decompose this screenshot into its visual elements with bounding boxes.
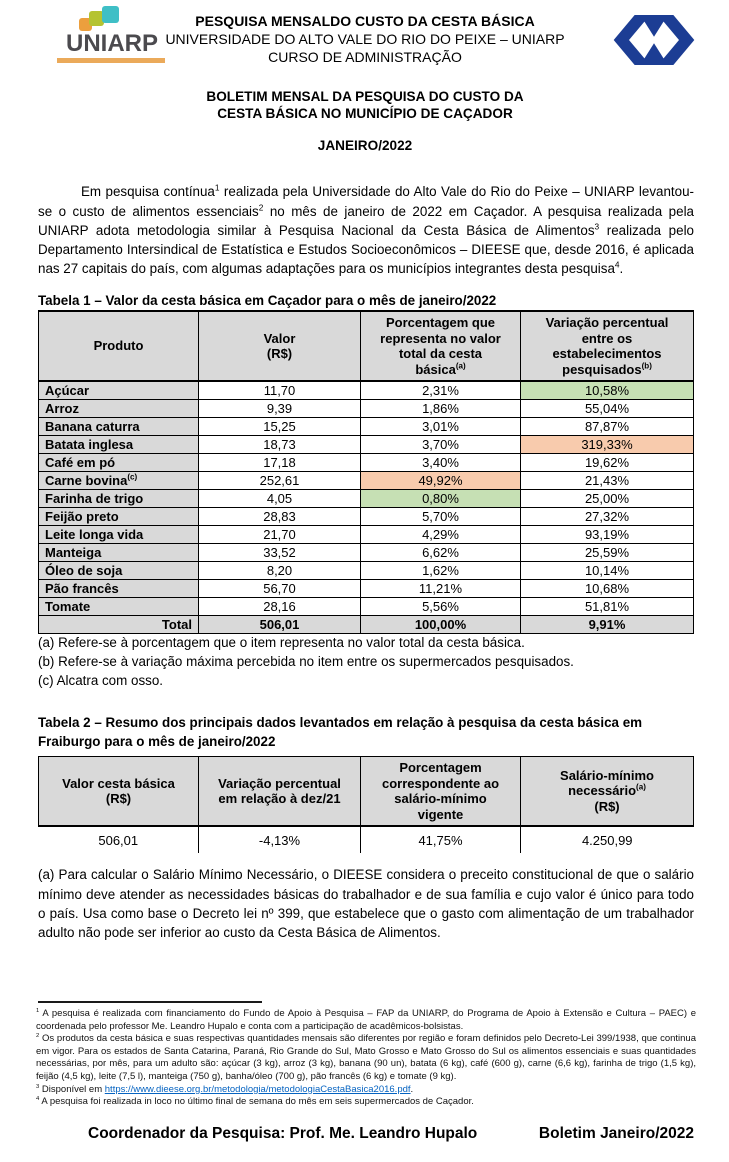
cell-variacao: 319,33% [521, 436, 694, 454]
table-row [39, 381, 694, 400]
cell-value: 506,01 [98, 832, 139, 848]
footnotes [36, 1008, 696, 1109]
cell-variacao: 87,87% [521, 418, 694, 436]
cell-porcentagem: 1,62% [361, 562, 521, 580]
cell-porcentagem: 3,70% [361, 436, 521, 454]
cell-total-valor: 506,01 [199, 616, 361, 634]
cell-produto: Batata inglesa [39, 436, 199, 454]
diamond-logo-icon [607, 15, 701, 65]
table-row [39, 472, 694, 490]
table-row [39, 598, 694, 616]
cell-variacao: 25,59% [521, 544, 694, 562]
cell-variacao: 10,58% [521, 381, 694, 400]
cell-valor: 17,18 [199, 454, 361, 472]
table-row [39, 580, 694, 598]
cell-porcentagem: 5,70% [361, 508, 521, 526]
cell-variacao: 21,43% [521, 472, 694, 490]
cell-variacao: 27,32% [521, 508, 694, 526]
page-footer [38, 1125, 694, 1143]
note-line: (a) Refere-se à porcentagem que o item representa no valor total da cesta básica. [38, 635, 525, 650]
cell-produto: Feijão preto [39, 508, 199, 526]
cell-porcentagem: 2,31% [361, 381, 521, 400]
cell-produto: Leite longa vida [39, 526, 199, 544]
table2 [38, 756, 694, 853]
cell-porcentagem: 3,40% [361, 454, 521, 472]
note-line: (b) Refere-se à variação máxima percebida no item entre os supermercados pesquisados. [38, 654, 574, 670]
header-course: CURSO DE ADMINISTRAÇÃO [268, 49, 462, 65]
cell-porcentagem: 11,21% [361, 580, 521, 598]
cell-produto: Banana caturra [39, 418, 199, 436]
bulletin-title-line1: BOLETIM MENSAL DA PESQUISA DO CUSTO DA [206, 89, 524, 104]
table1-header-row [39, 311, 694, 381]
cell-produto: Pão francês [39, 580, 199, 598]
cell-produto: Farinha de trigo [39, 490, 199, 508]
cell-produto: Carne bovina$^{(c)}$ [39, 472, 199, 490]
table-row [39, 562, 694, 580]
cell-porcentagem: 6,62% [361, 544, 521, 562]
uniarp-wordmark: UNIARP [65, 30, 158, 57]
table-row [39, 454, 694, 472]
cell-valor: 28,16 [199, 598, 361, 616]
cell-produto: Tomate [39, 598, 199, 616]
column-header: Produto [39, 311, 199, 381]
cell-valor: 18,73 [199, 436, 361, 454]
column-header: Porcentagem que representa no valor total da cesta básica$^{(a)}$ [361, 311, 521, 381]
cell-porcentagem: 3,01% [361, 418, 521, 436]
column-header: Variação percentual em relação à dez/21 [199, 757, 361, 827]
bulletin-period: JANEIRO/2022 [317, 138, 413, 153]
cell-total-label: Total [39, 616, 199, 634]
footnote-line: $^3$ Disponível em https://www.dieese.org.br/metodologia/metodologiaCestaBasica2016.pdf. [36, 1083, 414, 1095]
table-row [39, 436, 694, 454]
table-row [39, 544, 694, 562]
cell-porcentagem: 1,86% [361, 400, 521, 418]
cell-total-variacao: 9,91% [521, 616, 694, 634]
table-total-row [39, 616, 694, 634]
footnote-line: $^4$ A pesquisa foi realizada in loco no último final de semana do mês em seis supermercados de Caçador. [36, 1096, 474, 1108]
cell-porcentagem: 0,80% [361, 490, 521, 508]
column-header: Porcentagem correspondente ao salário-mínimo vigente [361, 757, 521, 827]
cell-value: -4,13% [199, 826, 361, 853]
intro-paragraph: Em pesquisa contínua$^1$ realizada pela Universidade do Alto Vale do Rio do Peixe – UNIARP levantou-se o custo de alimentos essenciais$^2$ no mês de janeiro de 2022 em Caçador. A pesquisa realizada pela UNIARP adota metodologia similar à Pesquisa Nacional da Cesta Básica de Alimentos$^3$ realizada pelo Departamento Intersindical de Estatística e Estudos Socioeconômicos – DIEESE que, desde 2016, é aplicada nas 27 capitais do país, com algumas adaptações para os municípios integrantes desta pesquisa$^4$. [38, 182, 695, 277]
cell-valor: 28,83 [199, 508, 361, 526]
cell-variacao: 10,68% [521, 580, 694, 598]
column-header: Valor cesta básica (R$) [39, 757, 199, 827]
table2-title: Tabela 2 – Resumo dos principais dados levantados em relação à pesquisa da cesta básica em Fraiburgo para o mês de janeiro/2022 [38, 715, 643, 749]
bulletin-title-line2: CESTA BÁSICA NO MUNICÍPIO DE CAÇADOR [217, 106, 513, 121]
cell-valor: 252,61 [199, 472, 361, 490]
table2-header-row [39, 757, 694, 827]
footnote-separator [38, 1001, 262, 1003]
cell-produto: Arroz [39, 400, 199, 418]
cell-valor: 11,70 [199, 381, 361, 400]
cell-variacao: 25,00% [521, 490, 694, 508]
table-row [39, 526, 694, 544]
column-header: Variação percentual entre os estabelecimentos pesquisados$^{(b)}$ [521, 311, 694, 381]
cell-total-porcentagem: 100,00% [361, 616, 521, 634]
note-line: (c) Alcatra com osso. [38, 673, 164, 689]
cell-produto: Manteiga [39, 544, 199, 562]
header-university: UNIVERSIDADE DO ALTO VALE DO RIO DO PEIXE – UNIARP [165, 31, 565, 47]
cell-produto: Café em pó [39, 454, 199, 472]
table-row [39, 400, 694, 418]
cell-porcentagem: 49,92% [361, 472, 521, 490]
cell-variacao: 10,14% [521, 562, 694, 580]
footer-coordinator: Coordenador da Pesquisa: Prof. Me. Leandro Hupalo [88, 1125, 478, 1142]
cell-valor: 33,52 [199, 544, 361, 562]
header-text [110, 12, 620, 66]
dieese-link[interactable]: https://www.dieese.org.br/metodologia/metodologiaCestaBasica2016.pdf [104, 1083, 411, 1095]
table1-notes [38, 633, 694, 691]
table-row [39, 418, 694, 436]
cell-value: 4.250,99 [521, 826, 694, 853]
cell-porcentagem: 4,29% [361, 526, 521, 544]
cell-valor: 21,70 [199, 526, 361, 544]
cell-variacao: 19,62% [521, 454, 694, 472]
cell-valor: 4,05 [199, 490, 361, 508]
table-row [39, 508, 694, 526]
cell-value: 41,75% [361, 826, 521, 853]
cell-valor: 8,20 [199, 562, 361, 580]
cell-valor: 9,39 [199, 400, 361, 418]
column-header: Valor (R$) [199, 311, 361, 381]
header-title: PESQUISA MENSALDO CUSTO DA CESTA BÁSICA [195, 13, 535, 29]
cell-porcentagem: 5,56% [361, 598, 521, 616]
cell-valor: 15,25 [199, 418, 361, 436]
cell-variacao: 93,19% [521, 526, 694, 544]
cell-variacao: 55,04% [521, 400, 694, 418]
bulletin-heading [38, 88, 692, 154]
cell-produto: Açúcar [39, 381, 199, 400]
footer-bulletin-label: Boletim Janeiro/2022 [538, 1125, 694, 1142]
table2-note: (a) Para calcular o Salário Mínimo Necessário, o DIEESE considera o preceito constitucional de que o salário mínimo deve atender as necessidades básicas do trabalhador e de sua família e cujo valor é único para todo o país. Usa como base o Decreto lei nº 399, que estabelece que o gasto com alimentação de um trabalhador adulto não pode ser inferior ao custo da Cesta Básica de Alimentos. [38, 867, 694, 940]
cell-variacao: 51,81% [521, 598, 694, 616]
table1-title: Tabela 1 – Valor da cesta básica em Caçador para o mês de janeiro/2022 [38, 293, 497, 308]
column-header: Salário-mínimo necessário$^{(a)}$ (R$) [521, 757, 694, 827]
table-row [39, 490, 694, 508]
cell-valor: 56,70 [199, 580, 361, 598]
table1 [38, 310, 694, 634]
footnote-line: $^1$ A pesquisa é realizada com financiamento do Fundo de Apoio à Pesquisa – FAP da UNIARP, do Programa de Apoio à Extensão e Cultura – PAEC) e coordenada pelo professor Me. Leandro Hupalo e conta com a participação de acadêmicos-bolsistas. [36, 1007, 696, 1032]
table2-data-row [39, 826, 694, 853]
cell-produto: Óleo de soja [39, 562, 199, 580]
footnote-line: $^2$ Os produtos da cesta básica e suas respectivas quantidades mensais são diferentes por região e foram definidos pelo Decreto-Lei 399/1938, que continua em vigor. Para os estados de Santa Catarina, Paraná, Rio Grande do Sul, Mato Grosso e Mato Grosso do Sul os alimentos essenciais e suas quantidades necessárias, por mês, para um adulto são: açúcar (3 kg), arroz (3 kg), banana (90 un), batata (6 kg), café (600 g), carne (6,6 kg), farinha de trigo (1,5 kg), feijão (4,5 kg), leite (7,5 l), manteiga (750 g), banha/óleo (700 g), pão francês (6 kg) e tomate (9 kg). [36, 1033, 696, 1082]
